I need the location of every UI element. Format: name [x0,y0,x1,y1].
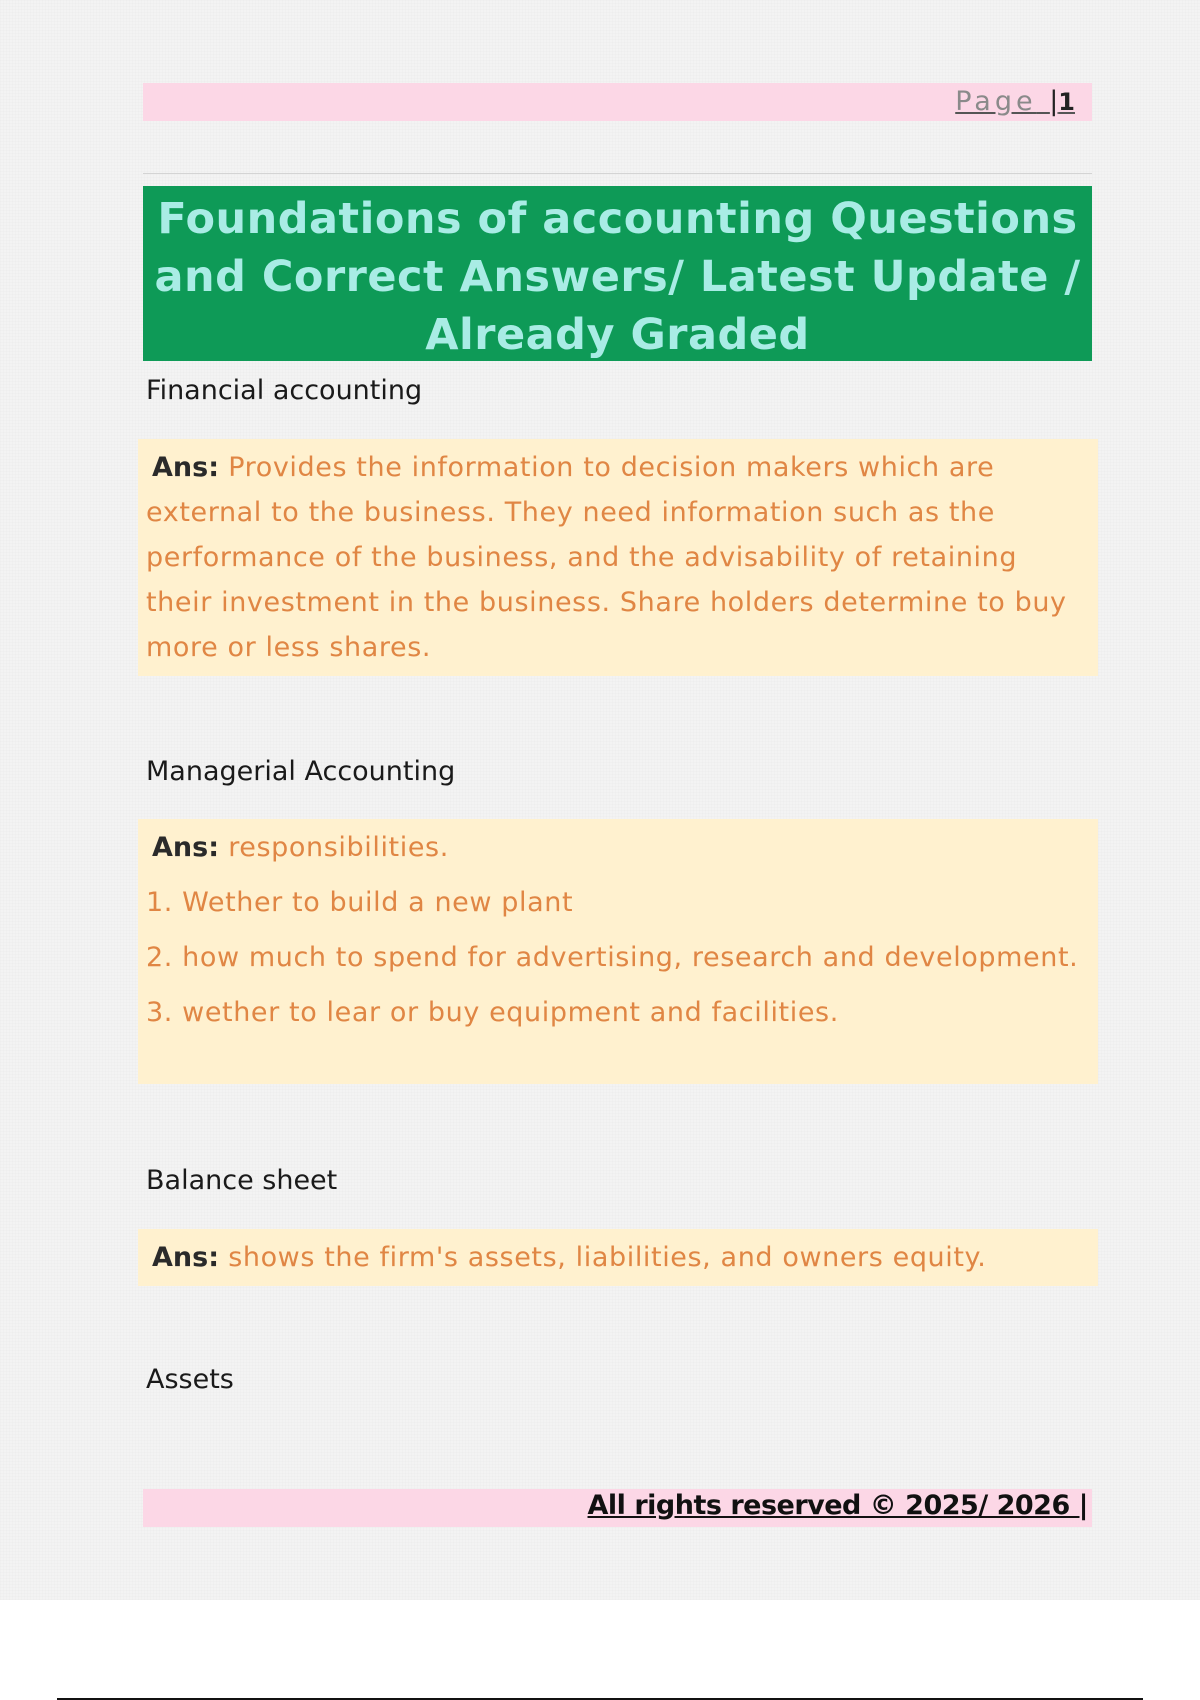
question-assets: Assets [146,1364,234,1395]
page-word: Page [955,86,1037,117]
header-band [143,83,1092,121]
answer-list-item: 3. wether to lear or buy equipment and facilities. [146,997,839,1028]
answer-label: Ans: [152,832,219,863]
answer-list-item: 2. how much to spend for advertising, research and development. [146,942,1079,973]
answer-box-managerial-accounting [138,819,1098,1084]
footer-copyright: All rights reserved © 2025/ 2026 | [587,1490,1088,1521]
answer-text: Provides the information to decision makers which are external to the business. They need information such as the performance of the business, and the advisability of retaining their investment in the business. Share holders determine to buy more or less shares. [146,452,1067,663]
page-number: 1 [1058,88,1075,116]
answer-label: Ans: [152,1242,219,1273]
question-balance-sheet: Balance sheet [146,1165,338,1196]
page-number-label [955,86,1075,117]
answer-text: shows the firm's assets, liabilities, and owners equity. [228,1242,987,1273]
question-managerial-accounting: Managerial Accounting [146,756,456,787]
answer-box-financial-accounting [138,439,1098,676]
header-divider [143,173,1092,174]
answer-box-balance-sheet [138,1229,1098,1286]
answer-intro: responsibilities. [228,832,449,863]
document-title: Foundations of accounting Questions and Correct Answers/ Latest Update / Already Graded [154,194,1081,360]
answer-list-item: 1. Wether to build a new plant [146,887,574,918]
question-financial-accounting: Financial accounting [146,375,423,406]
page-separator: | [1049,86,1059,117]
answer-label: Ans: [152,452,219,483]
title-banner [143,186,1092,361]
